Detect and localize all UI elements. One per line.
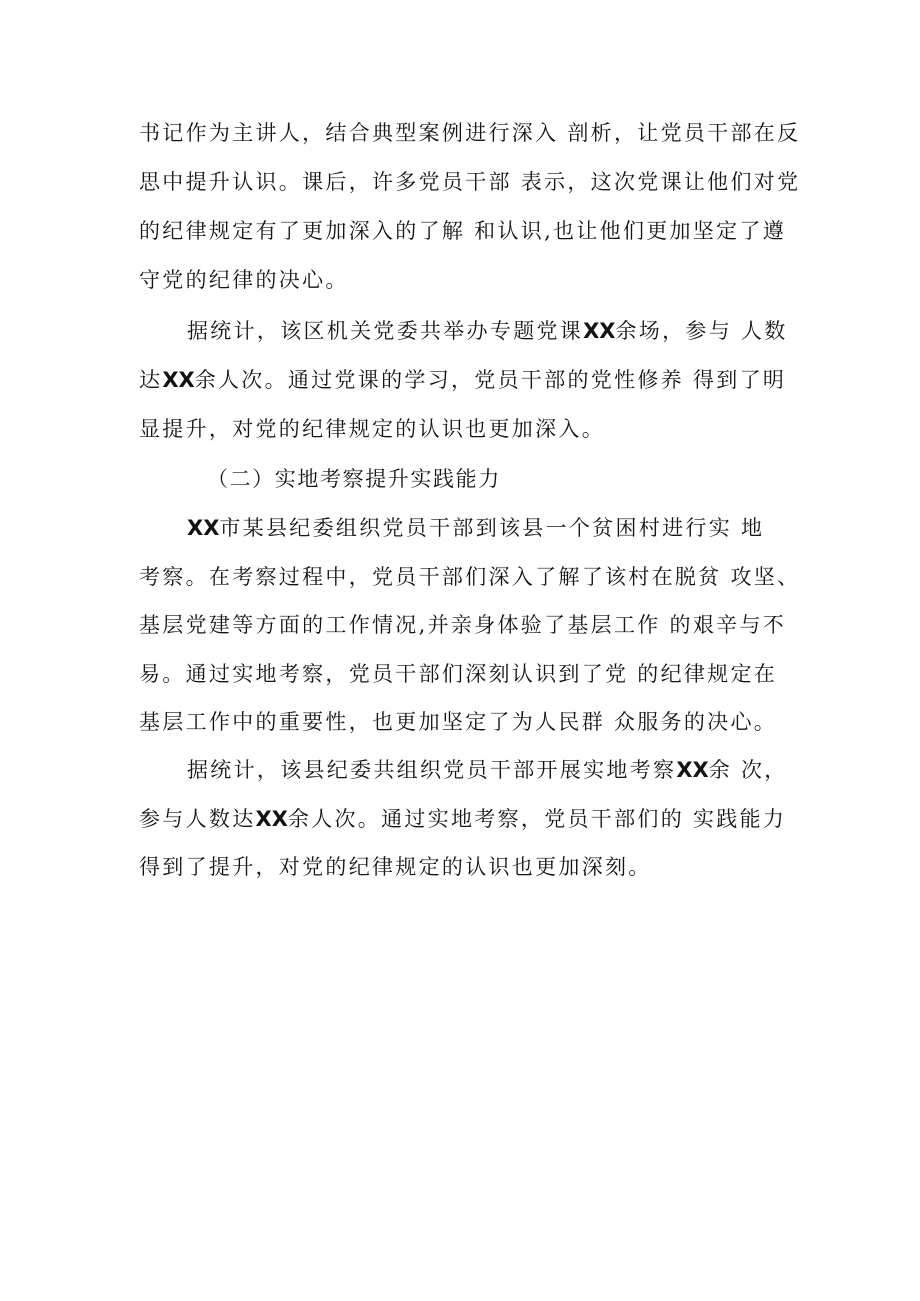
- paragraph-1-line-3: 的纪律规定有了更加深入的了解 和认识,也让他们更加坚定了遵: [139, 219, 787, 243]
- paragraph-2-line-3: 显提升，对党的纪律规定的认识也更加深入。: [139, 417, 605, 441]
- paragraph-4-line-1: 据统计，该县纪委共组织党员干部开展实地考察XX余 次，: [187, 758, 788, 782]
- paragraph-3-line-4: 易。通过实地考察，党员干部们深刻认识到了党 的纪律规定在: [139, 662, 778, 686]
- placeholder-xx: XX: [583, 319, 616, 343]
- paragraph-3-line-3: 基层党建等方面的工作情况,并亲身体验了基层工作 的艰辛与不: [139, 613, 787, 637]
- paragraph-4-line-3: 得到了提升，对党的纪律规定的认识也更加深刻。: [139, 855, 652, 879]
- paragraph-3-line-5: 基层工作中的重要性，也更加坚定了为人民群 众服务的决心。: [139, 710, 778, 734]
- paragraph-3-line-2: 考察。在考察过程中，党员干部们深入了解了该村在脱贫 攻坚、: [139, 565, 801, 589]
- paragraph-2-line-1: 据统计，该区机关党委共举办专题党课XX余场，参与 人数: [187, 319, 788, 343]
- placeholder-xx: XX: [255, 807, 288, 831]
- paragraph-4-line-2: 参与人数达XX余人次。通过实地考察，党员干部们的 实践能力: [139, 807, 787, 831]
- paragraph-1-line-2: 思中提升认识。课后，许多党员干部 表示，这次党课让他们对党: [139, 170, 801, 194]
- paragraph-1-line-4: 守党的纪律的决心。: [139, 268, 349, 292]
- section-heading: （二）实地考察提升实践能力: [207, 467, 501, 491]
- placeholder-xx: XX: [162, 368, 195, 392]
- paragraph-3-line-1: XX市某县纪委组织党员干部到该县一个贫困村进行实 地: [187, 516, 765, 540]
- paragraph-2-line-2: 达XX余人次。通过党课的学习，党员干部的党性修养 得到了明: [139, 368, 787, 392]
- placeholder-xx: XX: [187, 516, 220, 540]
- placeholder-xx: XX: [676, 758, 709, 782]
- paragraph-1-line-1: 书记作为主讲人，结合典型案例进行深入 剖析，让党员干部在反: [139, 121, 801, 145]
